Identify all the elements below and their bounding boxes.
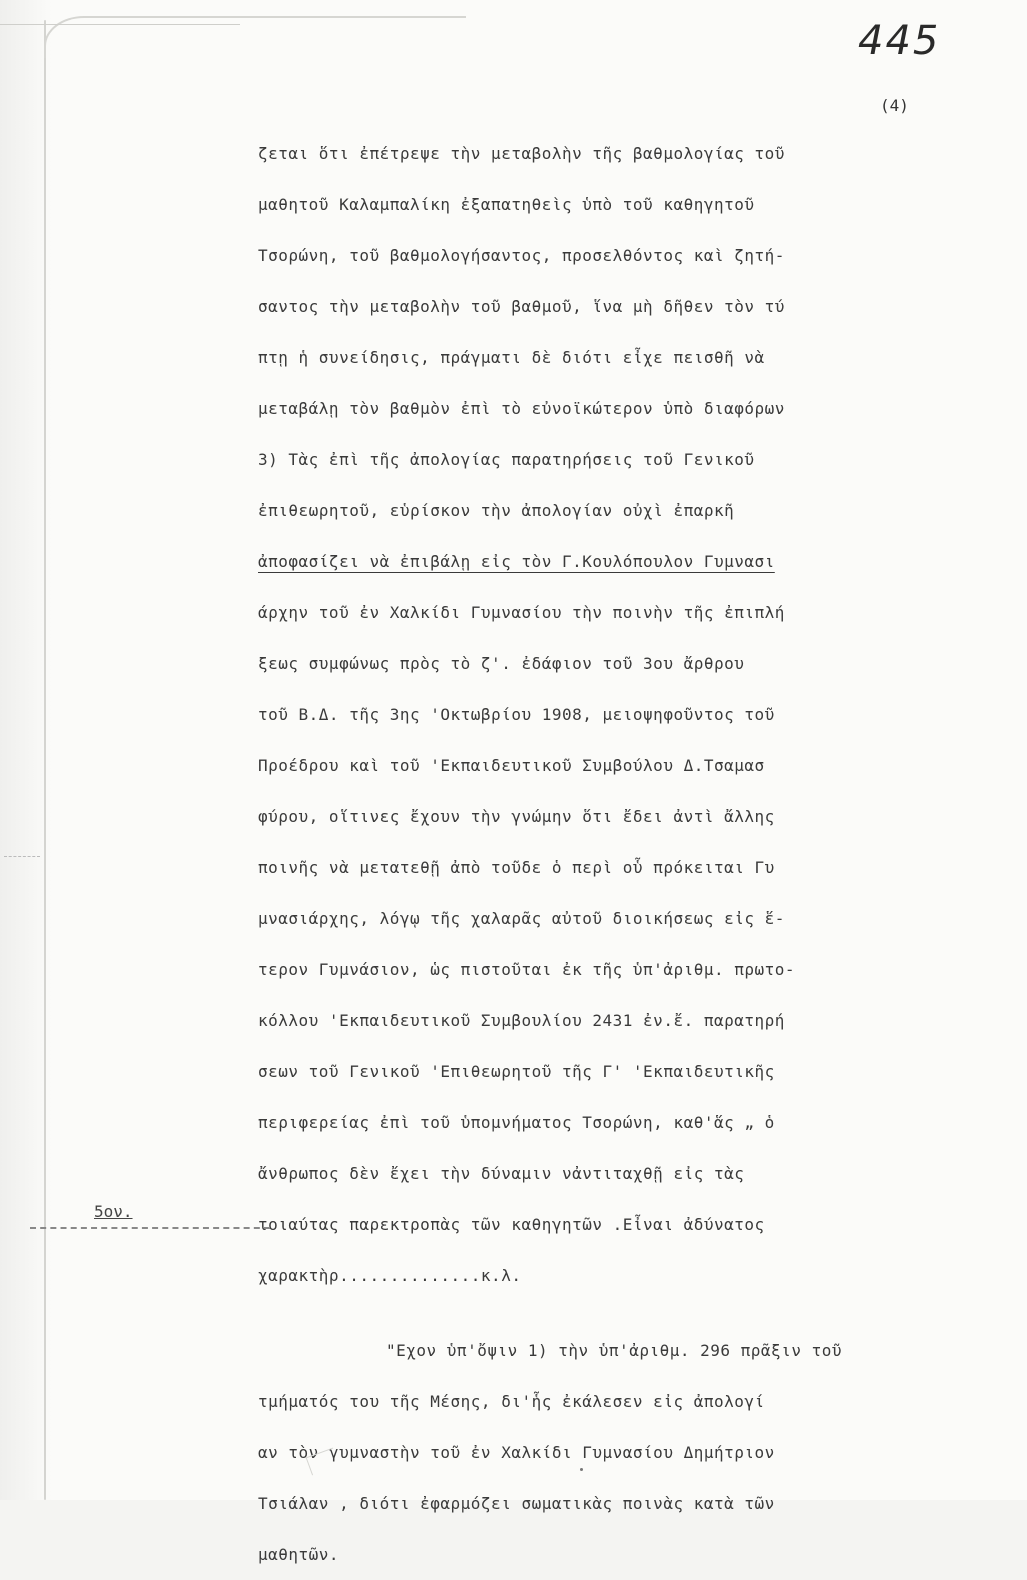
top-rule xyxy=(0,24,240,25)
body-text xyxy=(258,128,1018,1580)
text-line: Προέδρου καὶ τοῦ 'Εκπαιδευτικοῦ Συμβούλου Δ.Τσαμασ xyxy=(258,756,765,775)
text-line: "Εχον ὑπ'ὄψιν 1) τὴν ὑπ'ἀριθμ. 296 πρᾶξιν τοῦ xyxy=(386,1341,842,1360)
margin-tick xyxy=(4,856,40,858)
page-corner-curve xyxy=(44,16,466,58)
ink-dot xyxy=(580,1468,583,1471)
text-line: τερον Γυμνάσιον, ὡς πιστοῦται ἐκ τῆς ὑπ'ἀριθμ. πρωτο- xyxy=(258,960,796,979)
text-line: τμήματός του τῆς Μέσης, δι'ἧς ἐκάλεσεν εἰς ἀπολογί xyxy=(258,1392,765,1411)
text-line: 3) Τὰς ἐπὶ τῆς ἀπολογίας παρατηρήσεις τοῦ Γενικοῦ xyxy=(258,450,755,469)
text-line: πτῃ ἡ συνείδησις, πράγματι δὲ διότι εἶχε πεισθῆ νὰ xyxy=(258,348,765,367)
text-line: φύρου, οἵτινες ἔχουν τὴν γνώμην ὅτι ἔδει ἀντὶ ἄλλης xyxy=(258,807,775,826)
text-line: μεταβάλῃ τὸν βαθμὸν ἐπὶ τὸ εὐνοϊκώτερον ὑπὸ διαφόρων xyxy=(258,399,785,418)
text-line-underlined: ἀποφασίζει νὰ ἐπιβάλῃ εἰς τὸν Γ.Κουλόπουλον Γυμνασι xyxy=(258,552,775,571)
text-line: κόλλου 'Εκπαιδευτικοῦ Συμβουλίου 2431 ἐν.ἔ. παρατηρή xyxy=(258,1011,785,1030)
text-line: ἄνθρωπος δὲν ἔχει τὴν δύναμιν νἀντιταχθῇ εἰς τὰς xyxy=(258,1164,745,1183)
text-line: άρχην τοῦ ἐν Χαλκίδι Γυμνασίου τὴν ποινὴν τῆς ἐπιπλή xyxy=(258,603,785,622)
page-edge xyxy=(44,20,46,1500)
text-line: ποινῆς νὰ μετατεθῇ ἀπὸ τοῦδε ὁ περὶ οὗ πρόκειται Γυ xyxy=(258,858,775,877)
text-line: μαθητῶν. xyxy=(258,1545,340,1564)
page-marker: (4) xyxy=(880,96,909,115)
text-line: ξεως συμφώνως πρὸς τὸ ζ'. ἐδάφιον τοῦ 3ου ἄρθρου xyxy=(258,654,745,673)
text-line: Τσορώνη, τοῦ βαθμολογήσαντος, προσελθόντος καὶ ζητή- xyxy=(258,246,785,265)
text-line: Τσιάλαν , διότι ἐφαρμόζει σωματικὰς ποινὰς κατὰ τῶν xyxy=(258,1494,775,1513)
text-line: μαθητοῦ Καλαμπαλίκη ἐξαπατηθεὶς ὑπὸ τοῦ καθηγητοῦ xyxy=(258,195,755,214)
text-line: σαντος τὴν μεταβολὴν τοῦ βαθμοῦ, ἵνα μὴ δῆθεν τὸν τύ xyxy=(258,297,785,316)
text-line: ἐπιθεωρητοῦ, εὑρίσκον τὴν ἀπολογίαν οὐχὶ ἐπαρκῆ xyxy=(258,501,735,520)
text-line: ζεται ὅτι ἐπέτρεψε τὴν μεταβολὴν τῆς βαθμολογίας τοῦ xyxy=(258,144,785,163)
paragraph-gap xyxy=(258,1301,1018,1325)
handwritten-page-number: 445 xyxy=(858,18,941,64)
text-line: τοιαύτας παρεκτροπὰς τῶν καθηγητῶν .Εἶναι ἀδύνατος xyxy=(258,1215,765,1234)
margin-note-label: 5ον. xyxy=(94,1202,133,1221)
margin-note xyxy=(30,1202,270,1229)
text-line: τοῦ Β.Δ. τῆς 3ης 'Οκτωβρίου 1908, μειοψηφοῦντος τοῦ xyxy=(258,705,775,724)
margin-note-rule xyxy=(30,1227,270,1229)
text-line: σεων τοῦ Γενικοῦ 'Επιθεωρητοῦ τῆς Γ' 'Εκπαιδευτικῆς xyxy=(258,1062,775,1081)
text-line: μνασιάρχης, λόγῳ τῆς χαλαρᾶς αὐτοῦ διοικήσεως εἰς ἕ- xyxy=(258,909,785,928)
text-line: χαρακτὴρ..............κ.λ. xyxy=(258,1266,522,1285)
text-line: περιφερείας ἐπὶ τοῦ ὑπομνήματος Τσορώνη, καθ'ἅς „ ὁ xyxy=(258,1113,775,1132)
text-line: αν τὸν γυμναστὴν τοῦ ἐν Χαλκίδι Γυμνασίου Δημήτριον xyxy=(258,1443,775,1462)
